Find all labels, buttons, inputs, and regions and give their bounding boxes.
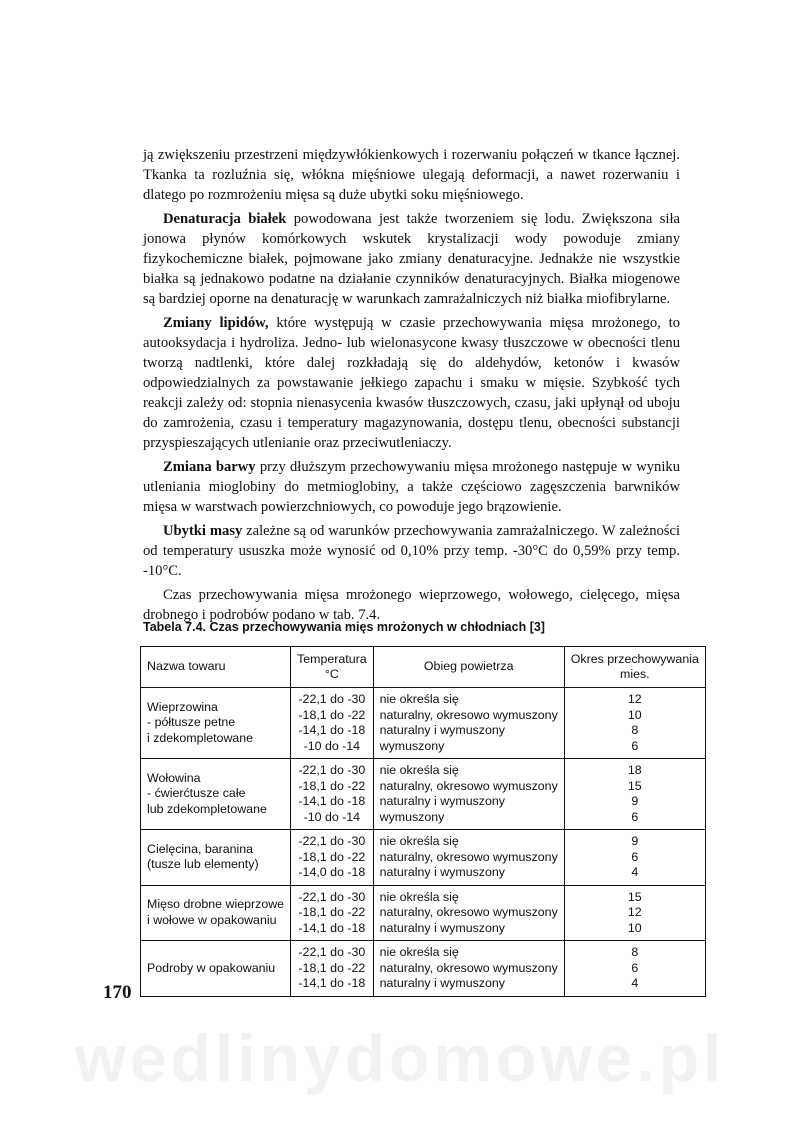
cell-storage-months: [564, 885, 705, 941]
page-number: 170: [103, 982, 132, 1003]
cell-text: i zdekompletowane: [147, 730, 254, 745]
paragraph-color: [143, 457, 680, 517]
table-row: [141, 830, 706, 886]
cell-text: -10 do -14: [303, 738, 361, 753]
cell-text: 15: [627, 778, 642, 793]
header-product-name: Nazwa towaru: [141, 647, 291, 688]
cell-text: -10 do -14: [303, 809, 361, 824]
cell-text: 6: [631, 809, 639, 824]
paragraph-lead: Ubytki masy: [163, 523, 243, 539]
cell-text: 12: [627, 905, 642, 919]
cell-text: -18,1 do -22: [298, 778, 366, 793]
cell-text: naturalny i wymuszony: [379, 920, 505, 935]
cell-text: -18,1 do -22: [298, 960, 366, 975]
cell-text: 10: [627, 920, 642, 935]
cell-text: -14,0 do -18: [298, 865, 366, 879]
cell-text: 6: [631, 738, 639, 753]
cell-text: -22,1 do -30: [298, 889, 366, 904]
header-temperature-unit: °C: [324, 667, 339, 681]
table-row: [141, 941, 706, 997]
cell-text: -14,1 do -18: [298, 723, 366, 737]
table-caption: Tabela 7.4. Czas przechowywania mięs mrożonych w chłodniach [3]: [143, 620, 545, 634]
cell-text: -22,1 do -30: [298, 945, 366, 959]
header-storage-period: [564, 647, 705, 688]
cell-air-flow: [373, 941, 564, 997]
cell-text: 6: [631, 849, 639, 864]
storage-time-table: [140, 646, 706, 997]
cell-product-name: [141, 830, 291, 886]
cell-text: nie określa się: [379, 763, 459, 777]
paragraph-text: ją zwiększeniu przestrzeni międzywłókienkowych i rozerwaniu połączeń w tkance łącznej. Tkanka ta rozluźnia się, włókna mięśniowe ulegają deformacji, a nawet rozerwaniu i dlatego po rozmrożeniu mięsa są duże ubytki soku mięśniowego.: [143, 147, 680, 203]
cell-text: 4: [631, 976, 639, 990]
cell-temperature: [291, 688, 374, 759]
cell-air-flow: [373, 885, 564, 941]
cell-text: -18,1 do -22: [298, 905, 366, 919]
cell-text: -22,1 do -30: [298, 763, 366, 777]
cell-text: 9: [631, 794, 639, 808]
cell-air-flow: [373, 759, 564, 830]
cell-text: 4: [631, 865, 639, 879]
table-row: [141, 688, 706, 759]
cell-temperature: [291, 759, 374, 830]
cell-text: 12: [627, 692, 642, 706]
cell-product-name: [141, 941, 291, 997]
paragraph-lead: Zmiany lipidów,: [163, 315, 269, 331]
cell-text: naturalny i wymuszony: [379, 794, 505, 808]
cell-text: 9: [631, 834, 639, 848]
cell-text: 6: [631, 960, 639, 975]
paragraph-denaturation: [143, 209, 680, 309]
cell-text: -22,1 do -30: [298, 834, 366, 848]
cell-text: - półtusze petne: [147, 715, 236, 730]
table-row: [141, 759, 706, 830]
cell-text: 8: [631, 945, 639, 959]
paragraph-lipids: [143, 313, 680, 453]
cell-text: naturalny, okresowo wymuszony: [379, 849, 558, 864]
paragraph-text: przy dłuższym przechowywaniu mięsa mrożonego następuje w wyniku utleniania mioglobiny do metmioglobiny, a także częściowo zagęszczenia barwników mięsa w warstwach powierzchniowych, co powoduje jego brązowienie.: [143, 459, 681, 515]
paragraph-text: zależne są od warunków przechowywania zamrażalniczego. W zależności od temperatury ususzka może wynosić od 0,10% przy temp. -30°C do 0,59% przy temp. -10°C.: [143, 523, 680, 579]
cell-text: wymuszony: [379, 738, 445, 753]
header-temperature-label: Temperatura: [297, 651, 367, 666]
table-header-row: [141, 647, 706, 688]
header-temperature: [291, 647, 374, 688]
cell-product-name: [141, 759, 291, 830]
cell-temperature: [291, 885, 374, 941]
table-row: [141, 885, 706, 941]
paragraph-lead: Denaturacja białek: [163, 211, 287, 227]
cell-air-flow: [373, 830, 564, 886]
cell-text: lub zdekompletowane: [147, 801, 267, 816]
cell-text: naturalny, okresowo wymuszony: [379, 778, 558, 793]
cell-text: i wołowe w opakowaniu: [147, 912, 277, 927]
cell-text: naturalny, okresowo wymuszony: [379, 960, 558, 975]
cell-product-name: [141, 688, 291, 759]
cell-temperature: [291, 830, 374, 886]
cell-text: - ćwierćtusze całe: [147, 786, 246, 801]
cell-text: nie określa się: [379, 834, 459, 848]
header-air-flow: Obieg powietrza: [373, 647, 564, 688]
cell-text: 15: [627, 889, 642, 904]
cell-text: naturalny i wymuszony: [379, 865, 505, 879]
paragraph-lead: Zmiana barwy: [163, 459, 256, 475]
cell-text: 10: [627, 707, 642, 722]
cell-text: -14,1 do -18: [298, 976, 366, 990]
cell-text: Mięso drobne wieprzowe: [147, 897, 285, 912]
cell-text: naturalny, okresowo wymuszony: [379, 905, 558, 919]
watermark: wedlinydomowe.pl: [74, 1021, 726, 1095]
cell-text: 18: [627, 763, 642, 777]
paragraph-text: powodowana jest także tworzeniem się lodu. Zwiększona siła jonowa płynów komórkowych wskutek krystalizacji wody powoduje zmiany fizykochemiczne białek, pojmowane jako zmiany denaturacyjne. Jednakże nie wszystkie białka są jednakowo podatne na działanie czynników denaturacyjnych. Białka miogenowe są bardziej oporne na denaturację w warunkach zamrażalniczych niż białka miofibrylarne.: [143, 211, 680, 307]
cell-storage-months: [564, 941, 705, 997]
cell-storage-months: [564, 759, 705, 830]
paragraph-text: Czas przechowywania mięsa mrożonego wieprzowego, wołowego, cielęcego, mięsa drobnego i podrobów podano w tab. 7.4.: [143, 587, 680, 623]
cell-text: Wieprzowina: [147, 699, 218, 714]
paragraph-text: które występują w czasie przechowywania mięsa mrożonego, to autooksydacja i hydroliza. Jedno- lub wielonasycone kwasy tłuszczowe w obecności tlenu tworzą nadtlenki, które dalej rozkładają się do aldehydów, ketonów i kwasów odpowiedzialnych za powstawanie jełkiego zapachu i smaku w mięsie. Szybkość tych reakcji zależy od: stopnia nienasycenia kwasów tłuszczowych, czasu, jaki upłynął od uboju do zamrożenia, czasu i temperatury magazynowania, dostępu tlenu, obecności substancji przyspieszających utlenianie oraz przeciwutleniaczy.: [143, 315, 680, 451]
cell-text: wymuszony: [379, 809, 445, 824]
cell-storage-months: [564, 830, 705, 886]
cell-text: Podroby w opakowaniu: [147, 960, 276, 975]
cell-text: naturalny, okresowo wymuszony: [379, 707, 558, 722]
cell-text: -14,1 do -18: [298, 794, 366, 808]
cell-text: naturalny i wymuszony: [379, 976, 505, 990]
cell-text: nie określa się: [379, 692, 459, 706]
paragraph-intro: [143, 145, 680, 205]
cell-text: nie określa się: [379, 945, 459, 959]
cell-text: -22,1 do -30: [298, 692, 366, 706]
cell-temperature: [291, 941, 374, 997]
paragraph-mass-loss: [143, 521, 680, 581]
body-text: [143, 145, 680, 629]
cell-text: nie określa się: [379, 889, 459, 904]
cell-product-name: [141, 885, 291, 941]
cell-text: -18,1 do -22: [298, 707, 366, 722]
cell-text: -18,1 do -22: [298, 849, 366, 864]
cell-text: naturalny i wymuszony: [379, 723, 505, 737]
cell-text: (tusze lub elementy): [147, 857, 259, 872]
cell-text: -14,1 do -18: [298, 920, 366, 935]
cell-text: Cielęcina, baranina: [147, 841, 254, 856]
cell-air-flow: [373, 688, 564, 759]
cell-text: 8: [631, 723, 639, 737]
header-storage-period-label: Okres przechowywania: [570, 651, 699, 666]
header-storage-period-unit: mies.: [620, 667, 650, 681]
cell-text: Wołowina: [147, 770, 201, 785]
cell-storage-months: [564, 688, 705, 759]
paragraph-storage-time: [143, 585, 680, 625]
